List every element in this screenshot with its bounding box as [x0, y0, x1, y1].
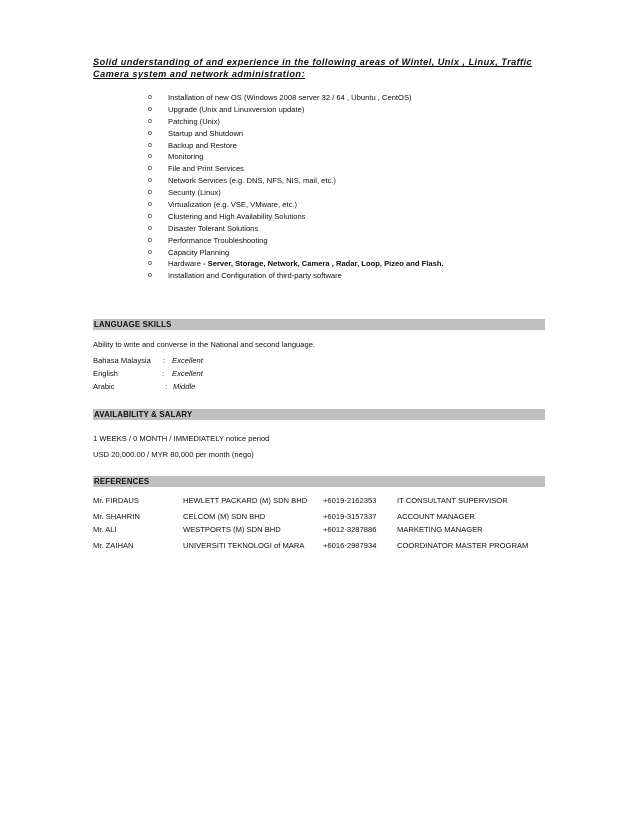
bullet-icon: o: [148, 236, 152, 244]
skill-text: [168, 199, 297, 211]
bullet-icon: o: [148, 248, 152, 256]
reference-title: COORDINATOR MASTER PROGRAM: [397, 541, 529, 550]
bullet-icon: o: [148, 212, 152, 220]
skill-item: [148, 223, 444, 235]
bullet-icon: o: [148, 117, 152, 125]
language-name: Arabic: [93, 382, 115, 391]
skill-item: [148, 235, 444, 247]
reference-row: [93, 512, 553, 522]
skill-text: [168, 163, 244, 175]
skill-label: Upgrade (Unix and Linuxversion update): [168, 104, 305, 114]
language-skills-heading: LANGUAGE SKILLS: [93, 319, 545, 330]
bullet-icon: o: [148, 260, 152, 268]
skill-item: [148, 104, 444, 116]
skill-label: Hardware: [168, 259, 201, 269]
language-level: Excellent: [172, 369, 203, 378]
skill-text: [168, 140, 237, 152]
skill-label: Disaster Tolerant Solutions: [168, 223, 259, 233]
skill-text: [168, 175, 336, 187]
language-level: Excellent: [172, 356, 203, 365]
skill-label: Installation and Configuration of third-party software: [168, 271, 342, 281]
skill-text: [168, 211, 305, 223]
language-colon: :: [165, 382, 168, 391]
skill-item: [148, 116, 444, 128]
language-level: Middle: [173, 382, 196, 391]
reference-row: [93, 525, 553, 535]
skill-text: [168, 235, 268, 247]
notice-period: 1 WEEKS / 0 MONTH / IMMEDIATELY notice period: [93, 434, 270, 443]
skill-label: File and Print Services: [168, 164, 244, 174]
reference-company: HEWLETT PACKARD (M) SDN BHD: [183, 496, 308, 505]
language-intro: Ability to write and converse in the National and second language.: [93, 340, 316, 349]
skill-label: Network Services (e.g. DNS, NFS, NIS, mail, etc.): [168, 176, 336, 186]
skill-label: Backup and Restore: [168, 140, 237, 150]
skill-text: [168, 247, 229, 259]
skill-text: [168, 104, 304, 116]
skill-label: Startup and Shutdown: [168, 128, 244, 138]
bullet-icon: o: [148, 177, 152, 185]
skill-label: Security (Linux): [168, 188, 221, 198]
bullet-icon: o: [148, 153, 152, 161]
bullet-icon: o: [148, 129, 152, 137]
skill-item: [148, 247, 444, 259]
salary: USD 20,000.00 / MYR 80,000 per month (nego): [93, 450, 254, 459]
bullet-icon: o: [148, 189, 152, 197]
skill-item: [148, 151, 444, 163]
bullet-icon: o: [148, 272, 152, 280]
skill-text: [168, 151, 203, 163]
reference-row: [93, 541, 553, 551]
skill-item: [148, 187, 444, 199]
skill-item: [148, 270, 444, 282]
reference-name: Mr. ALI: [93, 525, 117, 534]
reference-title: IT CONSULTANT SUPERVISOR: [397, 496, 508, 505]
skills-list: [148, 92, 444, 282]
reference-phone: +6016-2987934: [323, 541, 377, 550]
skills-intro-heading: Solid understanding of and experience in the following areas of Wintel, Unix , Linux, Traffic Camera system and network administration:: [93, 57, 533, 79]
reference-company: UNIVERSITI TEKNOLOGI of MARA: [183, 541, 305, 550]
skill-text: [168, 116, 220, 128]
reference-company: CELCOM (M) SDN BHD: [183, 512, 266, 521]
skill-text: [168, 128, 243, 140]
skill-item: [148, 92, 444, 104]
skill-label: Patching (Unix): [168, 116, 220, 126]
reference-title: ACCOUNT MANAGER: [397, 512, 475, 521]
skill-label: Clustering and High Availability Solutions: [168, 211, 306, 221]
skill-label: Virtualization (e.g. VSE, VMware, etc.): [168, 200, 298, 210]
reference-phone: +6012-3287886: [323, 525, 377, 534]
bullet-icon: o: [148, 224, 152, 232]
skill-label: Capacity Planning: [168, 247, 230, 257]
skill-label: Monitoring: [168, 152, 204, 162]
availability-salary-heading: AVAILABILITY & SALARY: [93, 409, 545, 420]
skill-item: [148, 199, 444, 211]
bullet-icon: o: [148, 201, 152, 209]
reference-phone: +6019-2162353: [323, 496, 377, 505]
reference-name: Mr. ZAIHAN: [93, 541, 134, 550]
skill-item: [148, 140, 444, 152]
reference-name: Mr. SHAHRIN: [93, 512, 140, 521]
reference-title: MARKETING MANAGER: [397, 525, 483, 534]
language-name: Bahasa Malaysia: [93, 356, 151, 365]
bullet-icon: o: [148, 105, 152, 113]
skill-item: [148, 163, 444, 175]
skill-text: [168, 270, 342, 282]
language-name: English: [93, 369, 118, 378]
references-heading: REFERENCES: [93, 476, 545, 487]
skill-bold-detail: - Server, Storage, Network, Camera , Radar, Loop, Pizeo and Flash.: [200, 259, 444, 269]
bullet-icon: o: [148, 165, 152, 173]
skill-text: [168, 258, 444, 270]
reference-name: Mr. FIRDAUS: [93, 496, 139, 505]
skill-text: [168, 223, 258, 235]
skill-label: Installation of new OS (Windows 2008 server 32 / 64 , Ubuntu , CentOS): [168, 93, 412, 102]
skill-text: [168, 187, 221, 199]
skill-item: [148, 175, 444, 187]
skill-item: [148, 211, 444, 223]
language-colon: :: [163, 356, 166, 365]
reference-company: WESTPORTS (M) SDN BHD: [183, 525, 281, 534]
reference-phone: +6019-3157337: [323, 512, 377, 521]
language-colon: :: [162, 369, 165, 378]
bullet-icon: o: [148, 94, 152, 101]
skill-label: Performance Troubleshooting: [168, 235, 268, 245]
skill-text: [168, 92, 412, 104]
skill-item: [148, 258, 444, 270]
reference-row: [93, 496, 553, 506]
skill-item: [148, 128, 444, 140]
bullet-icon: o: [148, 141, 152, 149]
